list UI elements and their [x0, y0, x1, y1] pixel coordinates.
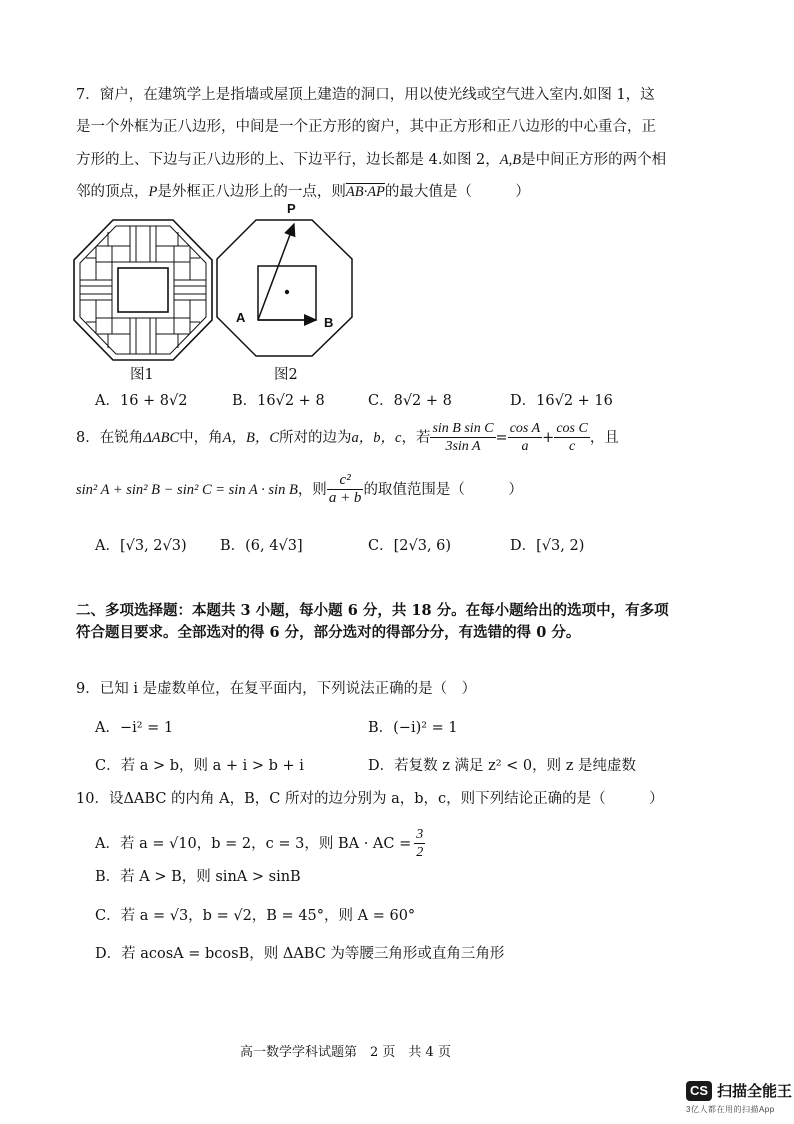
q10-option-C: C．若 a = √3，b = √2，B = 45°，则 A = 60° — [95, 908, 416, 924]
q10-fraction: $\frac{3}{2}$ — [416, 827, 424, 860]
q8-option-D: D．[√3, 2) — [510, 538, 585, 554]
scanner-app-name: 扫描全能王 — [717, 1083, 793, 1100]
page-footer: 高一数学学科试题第 2 页 共 4 页 — [240, 1045, 451, 1060]
label-B: B — [324, 315, 334, 330]
center-dot — [285, 290, 289, 294]
q7-line-3: 方形的上、下边与正八边形的上、下边平行，边长都是 4.如图 2，A,B是中间正方形的两个相 — [76, 152, 667, 168]
scanner-logo — [686, 1080, 792, 1101]
q8-fraction-3: $\frac{\text{cos C}}{c}$ — [556, 421, 588, 454]
cs-badge-icon: CS — [686, 1081, 712, 1101]
q7-line-1: 7．窗户，在建筑学上是指墙或屋顶上建造的洞口，用以使光线或空气进入室内.如图 1，这 — [76, 87, 655, 103]
q10-option-B: B．若 A > B，则 sinA > sinB — [95, 869, 301, 885]
vector-AP — [258, 224, 294, 320]
q8-line-1: 8．在锐角 ΔABC 中，角 A，B，C 所对的边为 a，b，c ，若 $\frac{\text{sin B sin C}}{\text{3sin A}}$ = $\frac{\text{cos A}}{a}$ + $\frac{\text{cos C}}{c}$ ，且 — [76, 421, 619, 454]
q10-option-D: D．若 acosA = bcosB，则 ΔABC 为等腰三角形或直角三角形 — [95, 946, 505, 962]
q8-fraction-1: $\frac{\text{sin B sin C}}{\text{3sin A}}$ — [432, 421, 494, 454]
q7-option-C: C．8√2 + 8 — [368, 393, 452, 409]
section-2-line-2: 符合题目要求。全部选对的得 6 分，部分选对的得部分分，有选错的得 0 分。 — [76, 624, 581, 641]
q7-option-B: B．16√2 + 8 — [232, 393, 325, 409]
q9-option-C: C．若 a > b，则 a + i > b + i — [95, 758, 304, 774]
q9-option-B: B．(−i)² = 1 — [368, 720, 458, 736]
q7-line-2: 是一个外框为正八边形，中间是一个正方形的窗户，其中正方形和正八边形的中心重合，正 — [76, 119, 656, 135]
q10-option-A: A．若 a = √10，b = 2，c = 3，则 BA · AC = $\frac{3}{2}$ — [95, 827, 424, 860]
label-A: A — [236, 310, 246, 325]
q8-option-C: C．[2√3, 6) — [368, 538, 452, 554]
q8-fraction-4: $\frac{\text{c²}}{a + b}$ — [328, 472, 362, 506]
figure-1-window — [72, 218, 214, 362]
q8-option-A: A．[√3, 2√3) — [95, 538, 187, 554]
q9-option-D: D．若复数 z 满足 z² < 0，则 z 是纯虚数 — [368, 758, 636, 774]
q8-fraction-2: $\frac{\text{cos A}}{a}$ — [509, 421, 541, 454]
q9-stem: 9．已知 i 是虚数单位，在复平面内，下列说法正确的是（ ） — [76, 681, 477, 697]
figure-2-vectors — [214, 200, 354, 362]
q9-option-A: A．−i² = 1 — [95, 720, 174, 736]
q7-option-D: D．16√2 + 16 — [510, 393, 613, 409]
q7-option-A: A．16 + 8√2 — [95, 393, 188, 409]
q10-stem: 10．设ΔABC 的内角 A，B，C 所对的边分别为 a，b，c，则下列结论正确的是（ ） — [76, 791, 664, 807]
section-2-line-1: 二、多项选择题：本题共 3 小题，每小题 6 分，共 18 分。在每小题给出的选项中，有多项 — [76, 602, 669, 619]
figure-1-caption: 图1 — [130, 367, 154, 383]
q8-line-2: sin² A + sin² B − sin² C = sin A · sin B ，则 $\frac{\text{c²}}{a + b}$ 的取值范围是（ ） — [76, 472, 523, 506]
q8-option-B: B．(6, 4√3] — [220, 538, 303, 554]
scanner-slogan: 3亿人都在用的扫描App — [686, 1105, 775, 1114]
label-P: P — [287, 201, 296, 216]
figure-2-caption: 图2 — [274, 367, 298, 383]
q7-line-4: 邻的顶点，P是外框正八边形上的一点，则AB·AP的最大值是（ ） — [76, 184, 530, 200]
